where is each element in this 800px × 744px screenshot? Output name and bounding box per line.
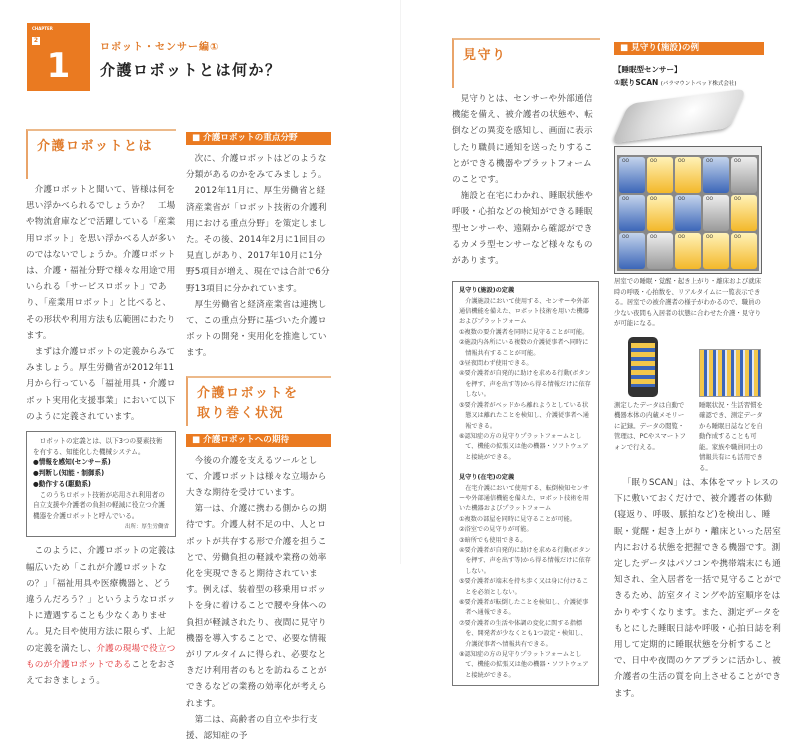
paragraph: まずは介護ロボットの定義からみてみましょう。厚生労働省が2012年11月から行っている「福祉用具・介護ロボット実用化支援事業」において以下のように定義されています。 xyxy=(26,347,176,422)
paragraph: 見守りとは、センサーや外部通信機能を備え、被介護者の状態や、転倒などの異変を感知し、画面に表示したり職員に通知を送ったりすることができる機器やプラットフォームのことです。 xyxy=(452,94,594,186)
definition-item: ⑤要介護者が端末を持ち歩く又は身に付けることを必須としない。 xyxy=(459,578,589,596)
definition-item: ②施設内各所にいる複数の介護従事者へ同時に情報共有することが可能。 xyxy=(459,339,589,357)
left-column xyxy=(26,182,178,689)
box-item: ●動作する(駆動系) xyxy=(33,479,91,488)
caption: 居室での睡眠・覚醒・起き上がり・離床および就床時の呼吸・心拍数を、リアルタイムに一覧表示できる。居室での被介護者の様子がわかるので、職員の少ない夜間も入居者の状態に合わせた介護・見守りが可能になる。 xyxy=(614,277,761,327)
room-tile-label: OO xyxy=(706,235,714,240)
room-tile-label: OO xyxy=(678,159,686,164)
room-tile-yellow xyxy=(675,233,701,269)
paragraph: 「眠りSCAN」は、本体をマットレスの下に敷いておくだけで、被介護者の体動(寝返り、呼吸、脈拍など)を検出し、睡眠・覚醒・起き上がり・離床といった居室内における状態を把握できる機器です。測定したデータはパソコンや携帯端末にも通知され、全入居者を一括で見守ることができるため、訪室タイミングや訪室順序をはかりやすくなります。また、測定データをもとにした睡眠日誌や呼吸・心拍日誌を利用して定期的に睡眠状態を分析することで、日中や夜間のケアプランに活かし、被介護者の生活の質を向上させることができます。 xyxy=(614,478,782,699)
box-title: 見守り(施設)の定義 xyxy=(459,287,515,295)
section-heading-situation xyxy=(186,376,331,426)
room-tile-blue xyxy=(619,233,645,269)
paragraph: 次に、介護ロボットはどのような分類があるのかをみてみましょう。 xyxy=(186,154,327,181)
paragraph: 介護ロボットと聞いて、皆様は何を思い浮かべられるでしょうか？ 工場や物流倉庫などで活躍している「産業用ロボット」を思い浮かべる人が多いのではないでしょうか。介護ロボットは、介護・福祉分野で様々な用途で用いられる「サービスロボット」であり、「産業用ロボット」と比べると、その形状や利用方法も広範囲にわたります。 xyxy=(26,185,176,341)
definition-item: ①複数の部屋を同時に見守ることが可能。 xyxy=(459,515,576,523)
paragraph-text: このように、介護ロボットの定義は幅広いため「これが介護ロボットなの？」「福祉用具や医療機器と、どう違うんだろう？」というようなロボットに遭遇することも少なくありません。見た目や使用方法に限らず、上記の定義を満たし、 xyxy=(26,546,176,654)
room-tile-grey xyxy=(731,157,757,193)
caption: 測定したデータは自動で機器本体の内蔵メモリーに記録。データの閲覧・管理は、PCやスマートフォンで行える。 xyxy=(614,400,686,451)
box-text: このうちロボット技術が応用され利用者の自立支援や介護者の負担の軽減に役立つ介護機器を介護ロボットと呼んでいる。 xyxy=(33,490,165,520)
caption: 睡眠状況・生活習慣を確認でき、測定データから睡眠日誌などを自動作成することも可能。家族や職員同士の情報共有にも活用できる。 xyxy=(699,400,763,472)
paragraph: 厚生労働省と経済産業省は連携して、この重点分野に基づいた介護ロボットの開発・実用化を推進しています。 xyxy=(186,299,327,359)
box-text: ロボットの定義とは、以下3つの要素技術を有する、知能化した機械システム。 xyxy=(33,437,163,456)
chapter-label: CHAPTER xyxy=(32,26,53,31)
subsection-bar: ■ 介護ロボットへの期待 xyxy=(186,434,331,447)
heading-line: 取り巻く状況 xyxy=(197,405,285,421)
right-column-1 xyxy=(452,91,600,686)
room-tile-yellow xyxy=(703,233,729,269)
definition-box-mimamori xyxy=(452,281,599,686)
definition-item: ⑤要介護者がベッドから離れようとしている状態又は離れたことを検知し、介護従事者へ通報できる。 xyxy=(459,401,589,430)
product-name: ①眠りSCAN xyxy=(614,78,659,87)
definition-item: ③暗所でも使用できる。 xyxy=(459,536,527,544)
monitor-screenshot xyxy=(614,146,762,274)
room-tile-blue xyxy=(703,157,729,193)
box-item: ●情報を感知(センサー系) xyxy=(33,458,111,467)
chapter-number: 1 xyxy=(46,46,71,86)
definition-item: ④要介護者が自発的に助けを求める行動(ボタンを押す、声を出す等)から得る情報だけに依存しない。 xyxy=(459,370,591,399)
room-tile-label: OO xyxy=(650,235,658,240)
page-gutter xyxy=(400,0,401,564)
smartphone-image xyxy=(628,337,658,397)
highlight-text: 介護の現場で役立つものが介護ロボットである xyxy=(26,643,176,670)
paragraph xyxy=(26,543,178,689)
definition-item: ⑥要介護者が転倒したことを検知し、介護従事者へ通報できる。 xyxy=(459,599,589,617)
section-heading-text: 介護ロボットとは xyxy=(26,129,176,179)
box-text: 在宅介護において使用する、転倒検知センサーや外部通信機能を備えた、ロボット技術を用いた機器およびプラットフォーム xyxy=(459,484,589,513)
room-tile-label: OO xyxy=(734,235,742,240)
section-heading-kaigo-robot xyxy=(26,129,176,179)
room-tile-blue xyxy=(619,195,645,231)
paragraph: 今後の介護を支えるツールとして、介護ロボットは様々な立場から大きな期待を受けています。 xyxy=(186,455,327,499)
section-heading-mimamori xyxy=(452,38,600,88)
middle-column xyxy=(186,132,331,744)
definition-item: ①複数の要介護者を同時に見守ることが可能。 xyxy=(459,328,589,336)
box-text: 介護施設において使用する、センサーや外部通信機能を備えた、ロボット技術を用いた機器およびプラットフォーム xyxy=(459,297,589,326)
paragraph: 第二は、高齢者の自立や歩行支援、認知症の予 xyxy=(186,714,318,742)
definition-item: ③昼夜問わず使用できる。 xyxy=(459,360,533,368)
room-tile-label: OO xyxy=(650,159,658,164)
product-maker: (パラマウントベッド株式会社) xyxy=(660,81,737,87)
definition-item: ②浴室での見守りが可能。 xyxy=(459,526,533,534)
chapter-badge xyxy=(27,23,90,91)
room-tile-yellow xyxy=(647,157,673,193)
room-tile-blue xyxy=(619,157,645,193)
room-tile-blue xyxy=(675,195,701,231)
definition-item: ④要介護者が自発的に助けを求める行動(ボタンを押す、声を出す等)から得る情報だけに依存しない。 xyxy=(459,546,591,575)
room-tile-label: OO xyxy=(734,159,742,164)
definition-item: ⑦要介護者の生活や体調の変化に関する指標を、開発者が少なくとも1つ設定・検知し、介護従事者へ情報共有できる。 xyxy=(459,619,587,648)
room-tile-label: OO xyxy=(622,235,630,240)
paragraph: 第一は、介護に携わる側からの期待です。介護人材不足の中、人とロボットが共存する形で介護を担うことで、労働負担の軽減や業務の効率化を実現できると期待されています。例えば、装着型の移乗用ロボットを身に着けることで腰や身体への負担が軽減されたり、夜間に見守り機器を導入することで、必要な情報がリアルタイムに得られ、必要なときだけ利用者のもとを訪ねることができるなどの業務の効率化が考えられます。 xyxy=(186,504,327,709)
room-tile-grey xyxy=(647,233,673,269)
chapter-subtitle: ロボット・センサー編① xyxy=(100,42,220,53)
room-tile-label: OO xyxy=(706,197,714,202)
room-tile-grey xyxy=(703,195,729,231)
room-tile-label: OO xyxy=(678,197,686,202)
room-tile-label: OO xyxy=(734,197,742,202)
room-tile-yellow xyxy=(731,233,757,269)
right-column-2 xyxy=(614,42,789,702)
room-tile-yellow xyxy=(731,195,757,231)
subsection-bar: ■ 見守り(施設)の例 xyxy=(614,42,764,55)
room-tile-label: OO xyxy=(678,235,686,240)
room-tile-label: OO xyxy=(650,197,658,202)
paragraph-text: ことをおさえておきましょう。 xyxy=(26,659,176,686)
room-tile-label: OO xyxy=(622,159,630,164)
pc-screen-image xyxy=(699,349,761,397)
room-tile-label: OO xyxy=(706,159,714,164)
subsection-bar: ■ 介護ロボットの重点分野 xyxy=(186,132,331,145)
chapter-title: 介護ロボットとは何か？ xyxy=(100,61,282,79)
category-label: 【睡眠型センサー】 xyxy=(614,65,682,74)
box-item: ●判断し(知能・制御系) xyxy=(33,469,105,478)
room-tile-label: OO xyxy=(622,197,630,202)
room-status-grid xyxy=(617,155,759,271)
paragraph: 2012年11月に、厚生労働省と経済産業省が「ロボット技術の介護利用における重点分野」を策定しました。その後、2014年2月に1回目の見直しがあり、2017年10月に1分野5項目が増え、現在では合計で6分野13項目に分かれています。 xyxy=(186,186,330,294)
definition-item: ⑧認知症の方の見守りプラットフォームとして、機能の拡張又は他の機器・ソフトウェアと接続ができる。 xyxy=(459,651,589,679)
box-title: 見守り(在宅)の定義 xyxy=(459,474,515,482)
section-heading-text: 見守り xyxy=(452,38,600,88)
box-source: 出所：厚生労働省 xyxy=(124,523,169,530)
definition-box xyxy=(26,431,176,537)
definition-item: ⑥認知症の方の見守りプラットフォームとして、機能の拡張又は他の機器・ソフトウェアと接続ができる。 xyxy=(459,432,589,461)
room-tile-yellow xyxy=(647,195,673,231)
paragraph: 施設と在宅にわかれ、睡眠状態や呼吸・心拍などの検知ができる睡眠型センサーや、遠隔から確認ができるカメラ型センサーなど様々なものがあります。 xyxy=(452,191,594,267)
sensor-pad-image xyxy=(611,89,746,144)
heading-line: 介護ロボットを xyxy=(197,385,299,401)
chapter-part: 2 xyxy=(33,37,39,44)
room-tile-yellow xyxy=(675,157,701,193)
